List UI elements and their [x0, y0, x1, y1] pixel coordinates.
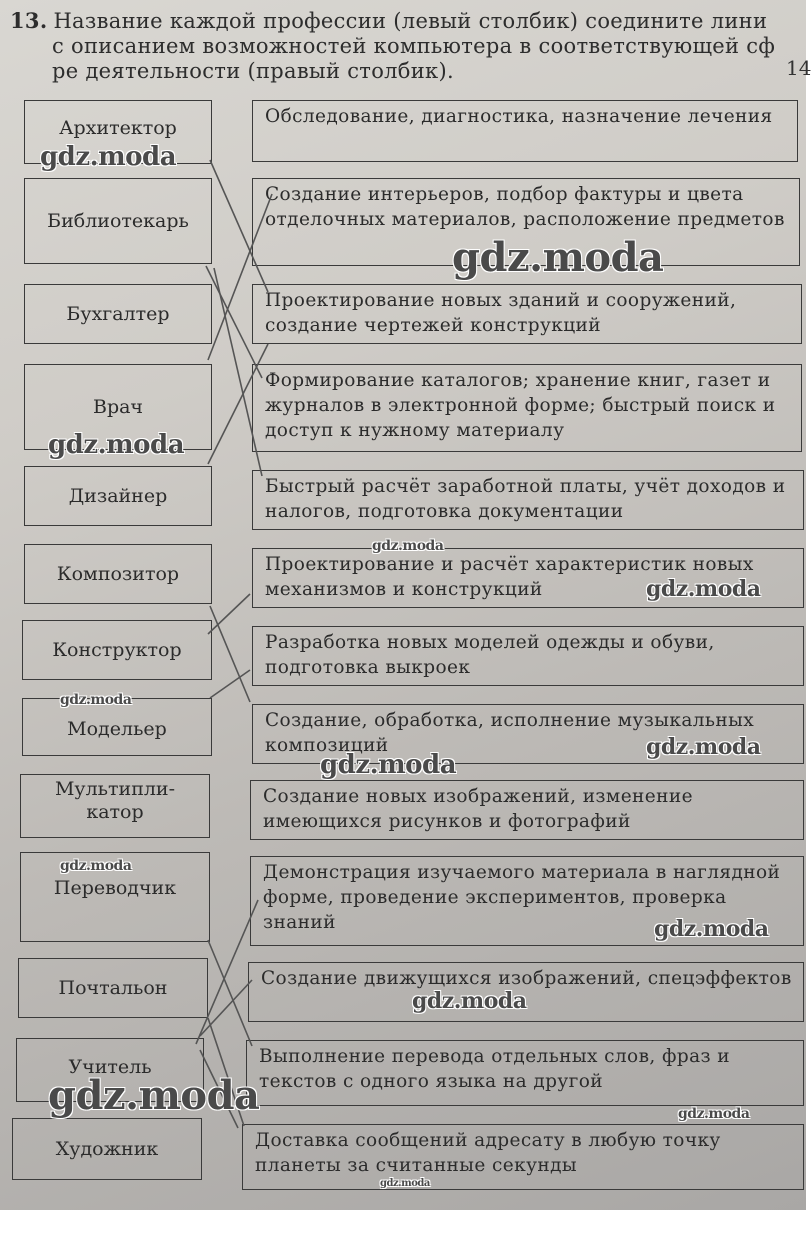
- profession-label: Архитектор: [59, 116, 177, 139]
- watermark-text: gdz.moda: [654, 916, 769, 942]
- description-text: Быстрый расчёт заработной платы, учёт доходов и налогов, подготовка документации: [265, 476, 786, 522]
- watermark-text: gdz.moda: [60, 692, 132, 708]
- task-number: 13.: [10, 8, 48, 33]
- watermark-text: gdz.moda: [48, 430, 185, 460]
- description-text: Создание новых изображений, изменение имеющихся рисунков и фотографий: [263, 786, 693, 832]
- description-text: Доставка сообщений адресату в любую точку планеты за считанные секунды: [255, 1130, 721, 1176]
- watermark-text: gdz.moda: [60, 858, 132, 874]
- task-text-line3: ре деятельности (правый столбик).: [52, 59, 454, 83]
- line-fashion-clothing: [210, 670, 250, 698]
- description-text: Создание движущихся изображений, спецэффектов: [261, 968, 792, 989]
- watermark-text: gdz.moda: [40, 142, 177, 172]
- watermark-text: gdz.moda: [646, 576, 761, 602]
- task-text-line2: с описанием возможностей компьютера в соответствующей сф: [52, 34, 776, 58]
- profession-label: Художник: [55, 1137, 159, 1160]
- profession-label: Конструктор: [52, 638, 182, 661]
- watermark-text: gdz.moda: [380, 1178, 430, 1189]
- description-text: Формирование каталогов; хранение книг, газет и журналов в электронной форме; быстрый поиск и доступ к нужному материалу: [265, 370, 776, 441]
- watermark-text: gdz.moda: [678, 1106, 750, 1122]
- description-text: Проектирование новых зданий и сооружений, создание чертежей конструкций: [265, 290, 737, 336]
- line-composer-music: [210, 606, 250, 702]
- profession-label: Модельер: [67, 717, 167, 740]
- profession-label: Почтальон: [58, 976, 168, 999]
- page-number-fragment: 14: [786, 56, 811, 80]
- watermark-text: gdz.moda: [646, 734, 761, 760]
- watermark-text: gdz.moda: [412, 988, 527, 1014]
- line-constructor-mechanisms: [208, 594, 250, 634]
- profession-label: Композитор: [56, 562, 180, 585]
- task-text-line1: Название каждой профессии (левый столбик) соедините лини: [53, 9, 768, 33]
- profession-label: Дизайнер: [68, 484, 168, 507]
- description-text: Демонстрация изучаемого материала в наглядной форме, проведение экспериментов, проверка знаний: [263, 862, 781, 933]
- description-text: Создание, обработка, исполнение музыкальных композиций: [265, 710, 755, 756]
- description-text: Обследование, диагностика, назначение лечения: [265, 106, 773, 127]
- description-text: Выполнение перевода отдельных слов, фраз и текстов с одного языка на другой: [259, 1046, 731, 1092]
- description-text: Разработка новых моделей одежды и обуви, подготовка выкроек: [265, 632, 715, 678]
- profession-label: Мультипли- катор: [54, 778, 176, 823]
- line-librarian-catalogs: [206, 266, 262, 378]
- watermark-text: gdz.moda: [48, 1072, 260, 1119]
- line-teacher-demonstration: [196, 900, 258, 1044]
- profession-label: Библиотекарь: [47, 209, 189, 232]
- description-text: Проектирование и расчёт характеристик новых механизмов и конструкций: [265, 554, 754, 600]
- line-designer-interiors: [208, 344, 268, 464]
- watermark-text: gdz.moda: [452, 234, 664, 281]
- profession-label: Бухгалтер: [66, 302, 170, 325]
- watermark-text: gdz.moda: [320, 750, 457, 780]
- profession-label: Врач: [92, 395, 143, 418]
- watermark-text: gdz.moda: [372, 538, 444, 554]
- description-text: Создание интерьеров, подбор фактуры и цвета отделочных материалов, расположение предметов: [265, 184, 785, 230]
- profession-label: Переводчик: [53, 876, 177, 899]
- profession-label: Учитель: [68, 1055, 152, 1078]
- line-translator-translation: [208, 940, 252, 1046]
